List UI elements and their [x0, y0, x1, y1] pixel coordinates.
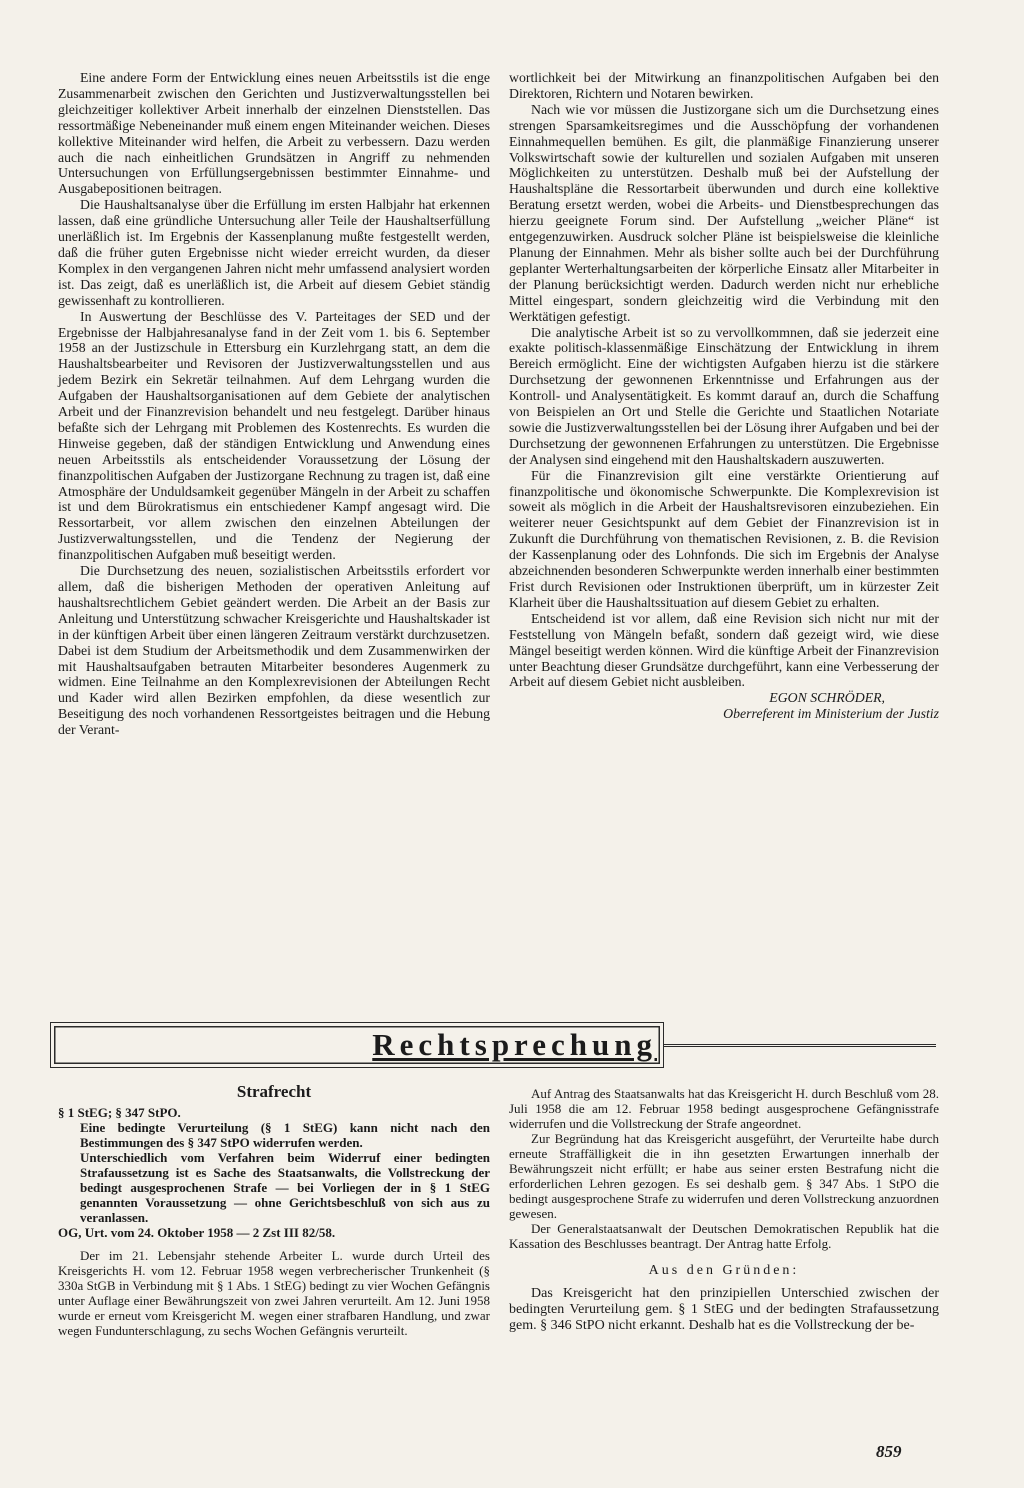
headnote: Unterschiedlich vom Verfahren beim Widerruf einer bedingten Strafaussetzung ist es Sache des Staatsanwalts, die Vollstreckung der bedingt ausgesprochenen Strafe — bei Vorliegen der in § 1 StEG genannten Voraussetzung — ohne Gerichtsbeschluß von sich aus zu veranlassen. — [80, 1150, 490, 1225]
body-paragraph: Der im 21. Lebensjahr stehende Arbeiter L. wurde durch Urteil des Kreisgerichts H. vom 12. Februar 1958 wegen verbrecherischer Trunkenheit (§ 330a StGB in Verbindung mit § 1 Abs. 1 StEG) bedingt zu vier Wochen Gefängnis unter Auflage einer Bewährungszeit von zwei Jahren verurteilt. Am 12. Juni 1958 wurde er erneut vom Kreisgericht M. wegen einer strafbaren Handlung, und zwar wegen Fundunterschlagung, zu sechs Wochen Gefängnis verurteilt. — [58, 1248, 490, 1338]
body-paragraph: Eine andere Form der Entwicklung eines neuen Arbeitsstils ist die enge Zusammenarbeit zwischen den Gerichten und Justizverwaltungsstellen bei gleichzeitiger kollektiver Arbeit innerhalb der einzelnen Dienststellen. Das ressortmäßige Nebeneinander muß einem engen Miteinander weichen. Dieses kollektive Miteinander wird helfen, die Arbeit zu verbessern. Dazu werden auch die nach einheitlichen Grundsätzen in Angriff zu nehmenden Untersuchungen von Erfüllungsergebnissen bestimmter Einnahme- und Ausgabepositionen beitragen. — [58, 70, 490, 197]
section-banner — [50, 1022, 664, 1068]
section-banner-title: Rechtsprechung — [372, 1027, 657, 1062]
article-column-right — [509, 70, 939, 722]
body-paragraph: Auf Antrag des Staatsanwalts hat das Kreisgericht H. durch Beschluß vom 28. Juli 1958 die am 12. Februar 1958 bedingt ausgesprochene Gefängnisstrafe widerrufen und die Vollstreckung der Strafe angeordnet. — [509, 1086, 939, 1131]
case-column-right — [509, 1086, 939, 1334]
body-paragraph: Das Kreisgericht hat den prinzipiellen Unterschied zwischen der bedingten Verurteilung gem. § 1 StEG und der bedingten Strafaussetzung gem. § 346 StPO nicht erkannt. Deshalb hat es die Vollstreckung der be- — [509, 1286, 939, 1333]
body-paragraph: Die analytische Arbeit ist so zu vervollkommnen, daß sie jederzeit eine exakte politisch-klassenmäßige Einschätzung der Entwicklung in ihrem Bereich ermöglicht. Eine der wichtigsten Aufgaben hierzu ist die stärkere Durchsetzung der gewonnenen Erkenntnisse und Erfahrungen aus der Kontroll- und Analysentätigkeit. Es kommt darauf an, durch die Schaffung von Beispielen an Ort und Stelle die Gerichte und Staatlichen Notariate sowie die Justizverwaltungsstellen bei der Lösung ihrer Aufgaben und bei der Durchsetzung der gewonnenen Erfahrungen zu unterstützen. Die Ergebnisse der Analysen sind eingehend mit den Haushaltskadern auszuwerten. — [509, 324, 939, 467]
section-title: Strafrecht — [236, 1082, 312, 1101]
body-paragraph: Die Durchsetzung des neuen, sozialistischen Arbeitsstils erfordert vor allem, daß die bisherigen Methoden der operativen Anleitung auf haushaltsrechtlichem Gebiet geändert werden. Die Arbeit an der Basis zur Anleitung und Unterstützung schwacher Kreisgerichte und Haushaltskader ist in der künftigen Arbeit über einen längeren Zeitraum verstärkt durchzusetzen. Dabei ist dem Studium der Arbeitsmethodik und dem Zusammenwirken der mit Haushaltsaufgaben betrauten Mitarbeiter besonderes Augenmerk zu widmen. Eine Teilnahme an den Komplexrevisionen der Abteilungen Recht und Kader wird allen Bezirken empfohlen, da diese wesentlich zur Beseitigung des noch vorhandenen Ressortgeistes beitragen und die Hebung der Verant- — [58, 563, 490, 738]
court-reference: OG, Urt. vom 24. Oktober 1958 — 2 Zst III 82/58. — [58, 1225, 336, 1240]
headnotes — [58, 1120, 490, 1225]
body-paragraph: In Auswertung der Beschlüsse des V. Parteitages der SED und der Ergebnisse der Halbjahresanalyse fand in der Zeit vom 1. bis 6. September 1958 an der Justizschule in Ettersburg ein Kurzlehrgang statt, an dem die Haushaltsbearbeiter und Revisoren der Justizverwaltungsstellen und aus jedem Bezirk ein Sekretär teilnahmen. Auf dem Lehrgang wurden die Aufgaben der Haushaltsorganisationen auf dem Gebiete der analytischen Arbeit und der Finanzrevision behandelt und neu festgelegt. Darüber hinaus befaßte sich der Lehrgang mit Problemen des Kostenrechts. Es wurden die Hinweise gegeben, daß der ständigen Entwicklung und Anwendung eines neuen Arbeitsstils als entscheidender Voraussetzung der Lösung der finanzpolitischen Aufgaben der Justizorgane Rechnung zu tragen ist, daß eine Atmosphäre der Unduldsamkeit gegenüber Mängeln in der Arbeit zu schaffen ist und dem Bürokratismus ein entschiedener Kampf angesagt wird. Die Ressortarbeit, vor allem zwischen den einzelnen Abteilungen der Justizverwaltungsstellen, und die Tendenz der Negierung der finanzpolitischen Aufgaben muß beseitigt werden. — [58, 308, 490, 563]
body-paragraph: Entscheidend ist vor allem, daß eine Revision sich nicht nur mit der Feststellung von Mängeln befaßt, sondern daß gezeigt wird, wie diese Mängel beseitigt werden können. Wird die künftige Arbeit der Finanzrevision unter Beachtung dieser Grundsätze durchgeführt, kann eine Verbesserung der Arbeit auf diesem Gebiet nicht ausbleiben. — [509, 610, 939, 690]
author-title: Oberreferent im Ministerium der Justiz — [723, 706, 939, 722]
headnote: Eine bedingte Verurteilung (§ 1 StEG) kann nicht nach den Bestimmungen des § 347 StPO widerrufen werden. — [80, 1120, 490, 1150]
author-signature — [509, 690, 939, 722]
case-column-left — [58, 1082, 490, 1338]
body-paragraph: Nach wie vor müssen die Justizorgane sich um die Durchsetzung eines strengen Sparsamkeitsregimes und die Ausschöpfung der vorhandenen Einnahmequellen bemühen. Es gilt, die planmäßige Finanzierung unserer Volkswirtschaft sowie der kulturellen und sozialen Aufgaben mit unseren Möglichkeiten zu unterstützen. Deshalb muß bei der Aufstellung der Haushaltspläne die Ressortarbeit überwunden und durch eine kollektive Beratung ersetzt werden, wobei die Arbeits- und Dienstbesprechungen das hierzu geeignete Forum sind. Der Aufstellung „weicher Pläne“ ist entgegenzuwirken. Ausdruck solcher Pläne ist beispielsweise die kleinliche Planung der Einnahmen. Mehr als bisher sollte auch bei der Durchführung geplanter Werterhaltungsarbeiten der körperliche Einsatz aller Mitarbeiter in der Planung berücksichtigt werden. Dadurch werden nicht nur erhebliche Mittel eingespart, sondern gleichzeitig wird die Verbindung mit den Werktätigen gefestigt. — [509, 101, 939, 324]
case-summary — [58, 1105, 490, 1240]
body-paragraph: Zur Begründung hat das Kreisgericht ausgeführt, der Verurteilte habe durch erneute Straffälligkeit die in ihn gesetzten Erwartungen innerhalb der Bewährungszeit nicht erfüllt; er habe aus seiner ersten Bestrafung nicht die erforderlichen Lehren gezogen. Es sei deshalb gem. § 347 Abs. 1 StPO die bedingt ausgesprochene Strafe zu widerrufen und deren Vollstreckung anzuordnen gewesen. — [509, 1131, 939, 1221]
page-number: 859 — [876, 1442, 902, 1461]
body-paragraph: Die Haushaltsanalyse über die Erfüllung im ersten Halbjahr hat erkennen lassen, daß eine gründliche Untersuchung aller Teile der Haushaltserfüllung unerläßlich ist. Im Ergebnis der Kassenplanung mußte festgestellt werden, daß die früher guten Ergebnisse nicht wieder erreicht wurden, da dieser Komplex in den vergangenen Jahren nicht mehr umfassend analysiert worden ist. Das zeigt, daß es unerläßlich ist, die Arbeit auf diesem Gebiet ständig gewissenhaft zu kontrollieren. — [58, 197, 490, 308]
body-paragraph: wortlichkeit bei der Mitwirkung an finanzpolitischen Aufgaben bei den Direktoren, Richtern und Notaren bewirken. — [509, 70, 939, 101]
citation: § 1 StEG; § 347 StPO. — [58, 1105, 181, 1120]
body-paragraph: Der Generalstaatsanwalt der Deutschen Demokratischen Republik hat die Kassation des Beschlusses beantragt. Der Antrag hatte Erfolg. — [509, 1221, 939, 1251]
author-name: EGON SCHRÖDER, — [769, 690, 885, 706]
article-column-left — [58, 70, 490, 738]
body-paragraph: Für die Finanzrevision gilt eine verstärkte Orientierung auf finanzpolitische und ökonomische Schwerpunkte. Die Komplexrevision ist soweit als möglich in die Arbeit der Haushaltsrevisoren einzubeziehen. Ein weiterer neuer Gesichtspunkt auf dem Gebiet der Finanzrevision ist in Zukunft die Durchführung von thematischen Revisionen, z. B. die Revision der Kassenplanung oder des Lohnfonds. Die sich im Ergebnis der Analyse abzeichnenden besonderen Schwerpunkte werden innerhalb einer bestimmten Frist durch Revisionen oder Instruktionen überprüft, um in kürzester Zeit Klarheit über die Haushaltssituation auf diesem Gebiet zu erhalten. — [509, 467, 939, 610]
banner-rule — [664, 1044, 936, 1047]
subheading: Aus den Gründen: — [648, 1263, 800, 1278]
